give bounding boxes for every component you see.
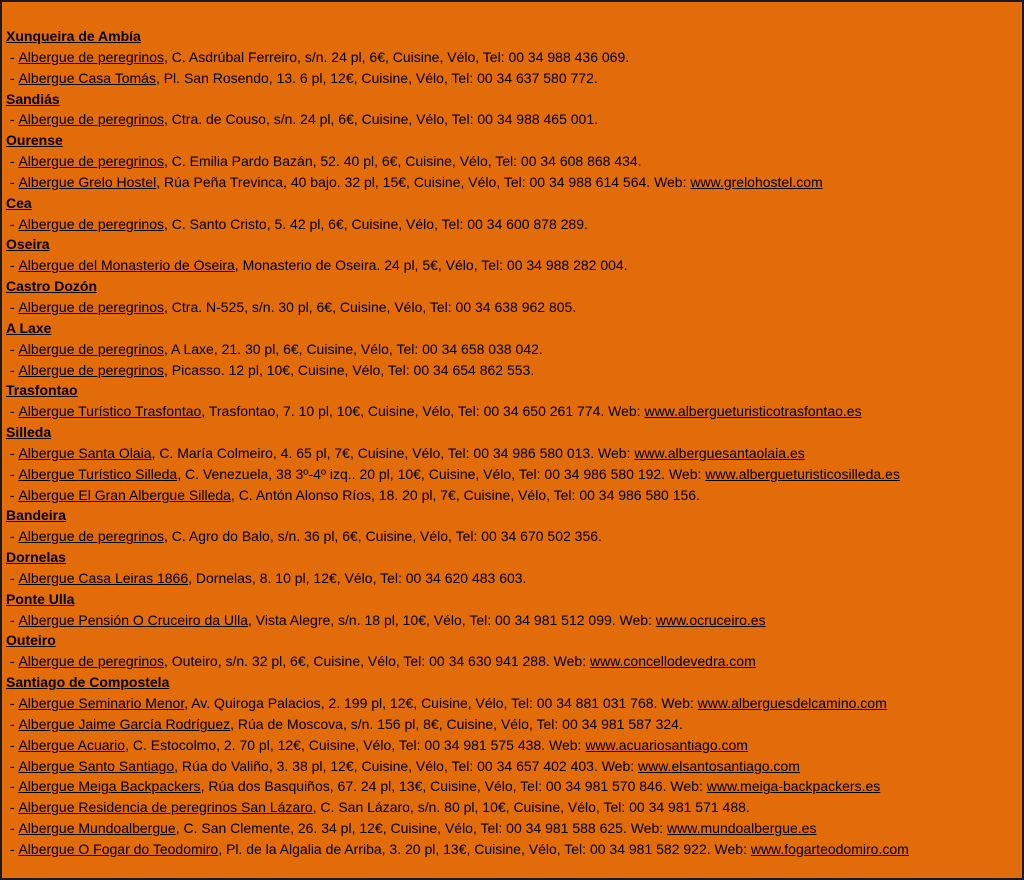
website-link[interactable]: www.grelohostel.com (690, 173, 823, 190)
albergue-entry (6, 776, 1022, 797)
albergue-details: , A Laxe, 21. 30 pl, 6€, Cuisine, Vélo, Tel: 00 34 658 038 042. (164, 340, 543, 357)
albergue-details: , Monasterio de Oseira. 24 pl, 5€, Vélo, Tel: 00 34 988 282 004. (234, 257, 628, 274)
town-heading: Xunqueira de Ambía (6, 28, 141, 44)
albergue-name-link[interactable]: Albergue de peregrinos (18, 215, 164, 232)
albergue-list (6, 26, 1022, 860)
albergue-details: , C. Estocolmo, 2. 70 pl, 12€, Cuisine, Vélo, Tel: 00 34 981 575 438. Web: (125, 736, 586, 753)
albergue-name-link[interactable]: Albergue Turístico Silleda (18, 465, 178, 482)
albergue-details: , Ctra. N-525, s/n. 30 pl, 6€, Cuisine, Vélo, Tel: 00 34 638 962 805. (164, 298, 577, 315)
entry-bullet: - (6, 153, 19, 170)
entry-bullet: - (6, 486, 19, 503)
albergue-details: , C. Agro do Balo, s/n. 36 pl, 6€, Cuisine, Vélo, Tel: 00 34 670 502 356. (164, 528, 602, 545)
albergue-name-link[interactable]: Albergue O Fogar do Teodomiro (18, 840, 219, 857)
albergue-entry (6, 735, 1022, 756)
albergue-name-link[interactable]: Albergue Grelo Hostel (18, 173, 157, 190)
albergue-name-link[interactable]: Albergue Mundoalbergue (18, 820, 176, 837)
entry-bullet: - (6, 840, 19, 857)
albergue-entry (6, 839, 1022, 860)
albergue-details: , C. San Lázaro, s/n. 80 pl, 10€, Cuisine, Vélo, Tel: 00 34 981 571 488. (312, 799, 750, 816)
albergue-name-link[interactable]: Albergue de peregrinos (18, 340, 164, 357)
albergue-entry (6, 610, 1022, 631)
albergue-entry (6, 714, 1022, 735)
town-heading: Dornelas (6, 549, 66, 566)
town-heading: Ourense (6, 132, 63, 149)
website-link[interactable]: www.ocruceiro.es (655, 611, 766, 628)
albergue-entry (6, 151, 1022, 172)
albergue-entry (6, 526, 1022, 547)
town-heading: Castro Dozón (6, 278, 97, 295)
town-heading: Cea (6, 194, 32, 211)
entry-bullet: - (6, 799, 19, 816)
albergue-details: , C. Emilia Pardo Bazán, 52. 40 pl, 6€, Cuisine, Vélo, Tel: 00 34 608 868 434. (164, 153, 642, 170)
entry-bullet: - (6, 757, 19, 774)
albergue-name-link[interactable]: Albergue Santa Olaia (18, 444, 152, 461)
town-heading: Sandiás (6, 90, 60, 107)
albergue-entry (6, 68, 1022, 89)
website-link[interactable]: www.albergueturisticosilleda.es (705, 465, 900, 482)
entry-bullet: - (6, 569, 19, 586)
albergue-details: , Av. Quiroga Palacios, 2. 199 pl, 12€, Cuisine, Vélo, Tel: 00 34 881 031 768. Web: (184, 695, 698, 711)
albergue-name-link[interactable]: Albergue de peregrinos (18, 48, 164, 65)
albergue-name-link[interactable]: Albergue de peregrinos (18, 361, 164, 378)
website-link[interactable]: www.fogarteodomiro.com (750, 840, 909, 857)
albergue-entry (6, 568, 1022, 589)
town-heading: Bandeira (6, 507, 66, 524)
entry-bullet: - (6, 653, 19, 670)
entry-bullet: - (6, 778, 19, 795)
albergue-entry (6, 401, 1022, 422)
albergue-name-link[interactable]: Albergue Meiga Backpackers (18, 778, 201, 795)
entry-bullet: - (6, 820, 19, 837)
entry-bullet: - (6, 173, 19, 190)
albergue-name-link[interactable]: Albergue Casa Tomás (18, 69, 156, 86)
entry-bullet: - (6, 403, 19, 420)
albergue-details: , Ctra. de Couso, s/n. 24 pl, 6€, Cuisine, Vélo, Tel: 00 34 988 465 001. (164, 111, 599, 128)
town-heading: Ponte Ulla (6, 590, 75, 607)
albergue-details: , Picasso. 12 pl, 10€, Cuisine, Vélo, Tel: 00 34 654 862 553. (164, 361, 535, 378)
entry-bullet: - (6, 715, 19, 732)
albergue-entry (6, 47, 1022, 68)
albergue-name-link[interactable]: Albergue Seminario Menor (18, 695, 185, 711)
website-link[interactable]: www.meiga-backpackers.es (706, 778, 881, 795)
town-heading: A Laxe (6, 319, 52, 336)
albergue-details: , Rúa Peña Trevinca, 40 bajo. 32 pl, 15€, Cuisine, Vélo, Tel: 00 34 988 614 564. Web: (156, 173, 691, 190)
entry-bullet: - (6, 528, 19, 545)
entry-bullet: - (6, 444, 19, 461)
albergue-entry (6, 818, 1022, 839)
albergue-entry (6, 214, 1022, 235)
entry-bullet: - (6, 257, 19, 274)
albergue-name-link[interactable]: Albergue de peregrinos (18, 111, 164, 128)
albergue-entry (6, 109, 1022, 130)
town-heading: Trasfontao (6, 382, 78, 399)
albergue-entry (6, 339, 1022, 360)
albergue-name-link[interactable]: Albergue Pensión O Cruceiro da Ulla (18, 611, 249, 628)
town-heading: Oseira (6, 236, 50, 253)
albergue-name-link[interactable]: Albergue Residencia de peregrinos San Lázaro (18, 799, 313, 816)
albergue-name-link[interactable]: Albergue Santo Santiago (18, 757, 175, 774)
albergue-entry (6, 756, 1022, 777)
website-link[interactable]: www.albergueturisticotrasfontao.es (644, 403, 862, 420)
albergue-details: , Outeiro, s/n. 32 pl, 6€, Cuisine, Vélo, Tel: 00 34 630 941 288. Web: (164, 653, 590, 670)
albergue-details: , C. María Colmeiro, 4. 65 pl, 7€, Cuisine, Vélo, Tel: 00 34 986 580 013. Web: (151, 444, 635, 461)
entry-bullet: - (6, 48, 19, 65)
albergue-name-link[interactable]: Albergue Jaime García Rodríguez (18, 715, 231, 732)
website-link[interactable]: www.acuariosantiago.com (585, 736, 748, 753)
albergue-name-link[interactable]: Albergue Acuario (18, 736, 126, 753)
entry-bullet: - (6, 695, 19, 711)
albergue-entry (6, 464, 1022, 485)
albergue-details: , Pl. San Rosendo, 13. 6 pl, 12€, Cuisine, Vélo, Tel: 00 34 637 580 772. (155, 69, 598, 86)
albergue-entry (6, 443, 1022, 464)
town-heading: Outeiro (6, 632, 56, 649)
albergue-details: , C. Venezuela, 38 3º-4º izq.. 20 pl, 10€, Cuisine, Vélo, Tel: 00 34 986 580 192. Web: (177, 465, 706, 482)
albergue-details: , Vista Alegre, s/n. 18 pl, 10€, Vélo, Tel: 00 34 981 512 099. Web: (248, 611, 656, 628)
albergue-entry (6, 693, 1022, 714)
albergue-entry (6, 797, 1022, 818)
albergue-details: , C. Santo Cristo, 5. 42 pl, 6€, Cuisine, Vélo, Tel: 00 34 600 878 289. (164, 215, 588, 232)
website-link[interactable]: www.elsantosantiago.com (638, 757, 800, 774)
albergue-entry (6, 297, 1022, 318)
website-link[interactable]: www.alberguesantaolaia.es (634, 444, 805, 461)
website-link[interactable]: www.alberguesdelcamino.com (697, 695, 887, 711)
albergue-details: , C. Antón Alonso Ríos, 18. 20 pl, 7€, Cuisine, Vélo, Tel: 00 34 986 580 156. (230, 486, 700, 503)
albergue-entry (6, 485, 1022, 506)
albergue-details: , C. San Clemente, 26. 34 pl, 12€, Cuisine, Vélo, Tel: 00 34 981 588 625. Web: (175, 820, 668, 837)
albergue-entry (6, 172, 1022, 193)
albergue-details: , Trasfontao, 7. 10 pl, 10€, Cuisine, Vélo, Tel: 00 34 650 261 774. Web: (201, 403, 645, 420)
albergue-name-link[interactable]: Albergue de peregrinos (18, 153, 164, 170)
entry-bullet: - (6, 340, 19, 357)
albergue-name-link[interactable]: Albergue Turístico Trasfontao (18, 403, 202, 420)
albergue-details: , C. Asdrúbal Ferreiro, s/n. 24 pl, 6€, Cuisine, Vélo, Tel: 00 34 988 436 069. (164, 48, 630, 65)
entry-bullet: - (6, 361, 19, 378)
albergue-name-link[interactable]: Albergue de peregrinos (18, 298, 164, 315)
entry-bullet: - (6, 111, 19, 128)
albergue-details: , Rúa dos Basquiños, 67. 24 pl, 13€, Cuisine, Vélo, Tel: 00 34 981 570 846. Web: (200, 778, 707, 795)
albergue-details: , Pl. de la Algalia de Arriba, 3. 20 pl, 13€, Cuisine, Vélo, Tel: 00 34 981 582 922. Web: (218, 840, 751, 857)
albergue-name-link[interactable]: Albergue El Gran Albergue Silleda (18, 486, 231, 503)
entry-bullet: - (6, 611, 19, 628)
website-link[interactable]: www.concellodevedra.com (589, 653, 756, 670)
town-heading: Silleda (6, 424, 52, 441)
albergue-entry (6, 360, 1022, 381)
entry-bullet: - (6, 215, 19, 232)
albergue-name-link[interactable]: Albergue del Monasterio de Oseira (18, 257, 235, 274)
entry-bullet: - (6, 298, 19, 315)
albergue-name-link[interactable]: Albergue de peregrinos (18, 653, 164, 670)
albergue-entry (6, 255, 1022, 276)
albergue-name-link[interactable]: Albergue de peregrinos (18, 528, 164, 545)
albergue-details: , Rúa do Valiño, 3. 38 pl, 12€, Cuisine, Vélo, Tel: 00 34 657 402 403. Web: (174, 757, 639, 774)
entry-bullet: - (6, 465, 19, 482)
entry-bullet: - (6, 69, 19, 86)
albergue-name-link[interactable]: Albergue Casa Leiras 1866 (18, 569, 189, 586)
website-link[interactable]: www.mundoalbergue.es (667, 820, 817, 837)
entry-bullet: - (6, 736, 19, 753)
town-heading: Santiago de Compostela (6, 674, 170, 691)
albergue-details: , Dornelas, 8. 10 pl, 12€, Vélo, Tel: 00 34 620 483 603. (188, 569, 527, 586)
albergue-entry (6, 651, 1022, 672)
albergue-details: , Rúa de Moscova, s/n. 156 pl, 8€, Cuisine, Vélo, Tel: 00 34 981 587 324. (230, 715, 683, 732)
